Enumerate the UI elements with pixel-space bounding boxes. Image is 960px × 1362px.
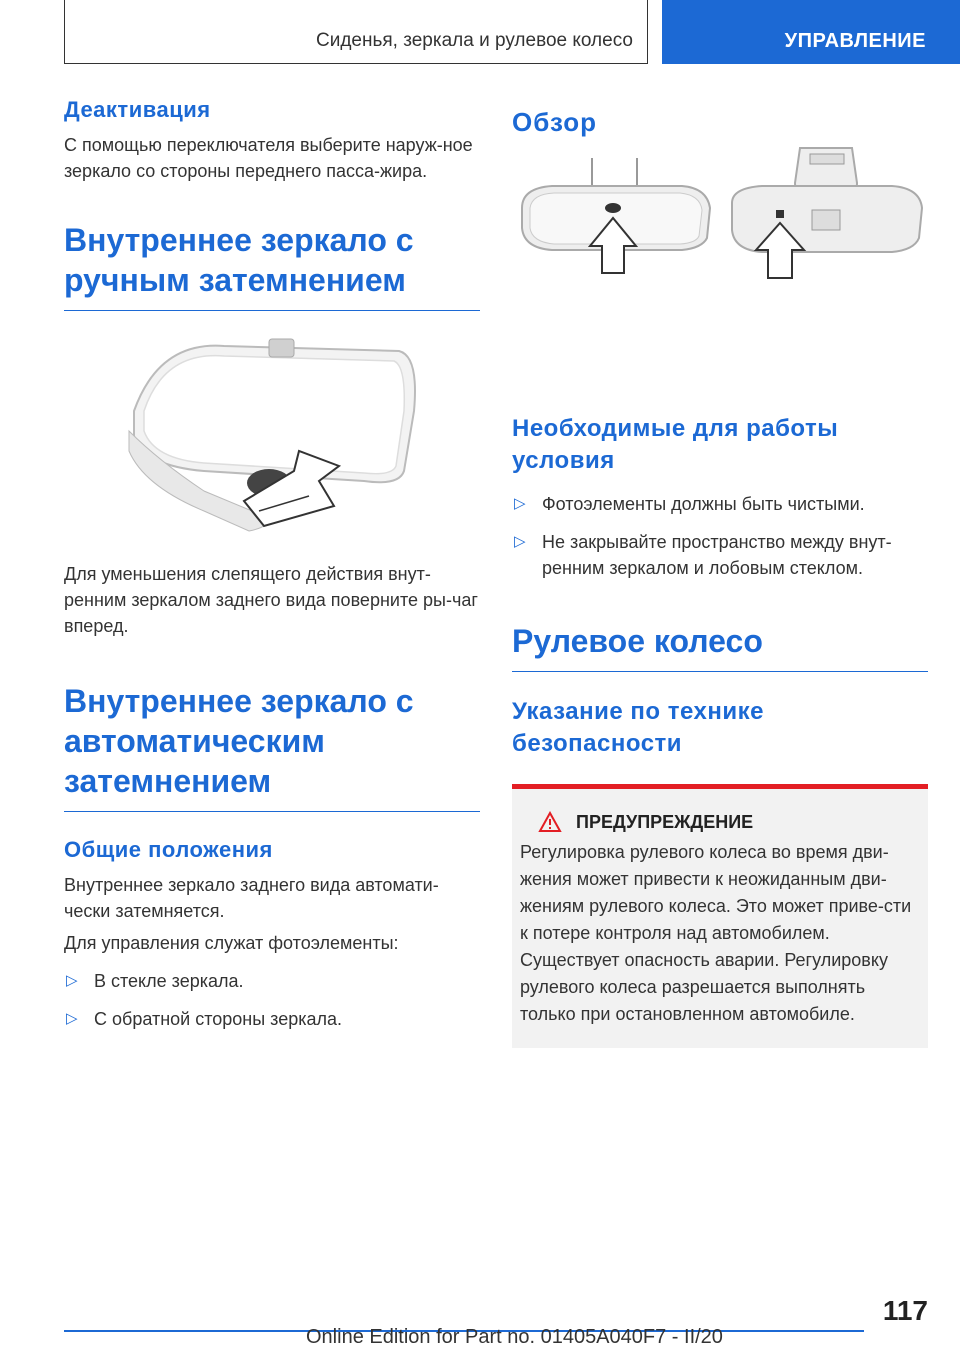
list-item: ▷ Фотоэлементы должны быть чистыми. (512, 491, 928, 517)
warning-triangle-icon (538, 811, 562, 833)
manual-mirror-heading: Внутреннее зеркало с ручным затемнением (64, 220, 480, 311)
left-column (64, 96, 480, 1044)
warning-label: ПРЕДУПРЕЖДЕНИЕ (576, 811, 754, 832)
list-item: ▷ Не закрывайте пространство между внут-ренним зеркалом и лобовым стеклом. (512, 529, 928, 581)
rearview-mirror-lever-image (64, 311, 480, 551)
auto-mirror-heading: Внутреннее зеркало с автоматическим затемнением (64, 681, 480, 812)
requirements-list (512, 491, 928, 581)
bullet-triangle-icon: ▷ (66, 972, 78, 989)
list-item: ▷ В стекле зеркала. (64, 968, 480, 994)
deactivation-text: С помощью переключателя выберите наруж-ное зеркало со стороны переднего пасса-жира. (64, 135, 473, 181)
warning-text: Регулировка рулевого колеса во время дви-жения может привести к неожиданным дви-жениям рулевого колеса. Это может приве-сти к потере контроля над автомобилем. Существует опасность аварии. Регулировку рулевого колеса разрешается выполнять только при остановленном автомобиле. (520, 842, 912, 1024)
bullet-triangle-icon: ▷ (514, 533, 526, 550)
general-text-1: Внутреннее зеркало заднего вида автомати-чески затемняется. (64, 875, 439, 921)
requirements-heading: Необходимые для работы условия (512, 415, 839, 474)
manual-mirror-illustration (64, 311, 480, 551)
deactivation-heading: Деактивация (64, 97, 211, 122)
general-heading: Общие положения (64, 837, 273, 862)
safety-heading: Указание по технике безопасности (512, 698, 764, 757)
bullet-triangle-icon: ▷ (66, 1010, 78, 1027)
section-label: УПРАВЛЕНИЕ (784, 30, 926, 52)
right-column (512, 96, 928, 1048)
bullet-triangle-icon: ▷ (514, 495, 526, 512)
chapter-title: Сиденья, зеркала и рулевое колесо (316, 30, 633, 51)
warning-box (512, 784, 928, 1048)
overview-heading: Обзор (512, 107, 597, 137)
general-text-2: Для управления служат фотоэлементы: (64, 933, 399, 953)
overview-illustration (512, 138, 928, 358)
list-item: ▷ С обратной стороны зеркала. (64, 1006, 480, 1032)
manual-mirror-text: Для уменьшения слепящего действия внут-ренним зеркалом заднего вида поверните ры-чаг вперед. (64, 564, 478, 636)
mirror-photocells-image (512, 138, 928, 348)
photocell-list (64, 968, 480, 1032)
header-section-tab (662, 0, 960, 64)
page-number: 117 (882, 1295, 928, 1326)
steering-wheel-heading: Рулевое колесо (512, 621, 928, 672)
header-title-box (64, 0, 648, 64)
edition-text: Online Edition for Part no. 01405A040F7 - II/20 (306, 1326, 723, 1348)
